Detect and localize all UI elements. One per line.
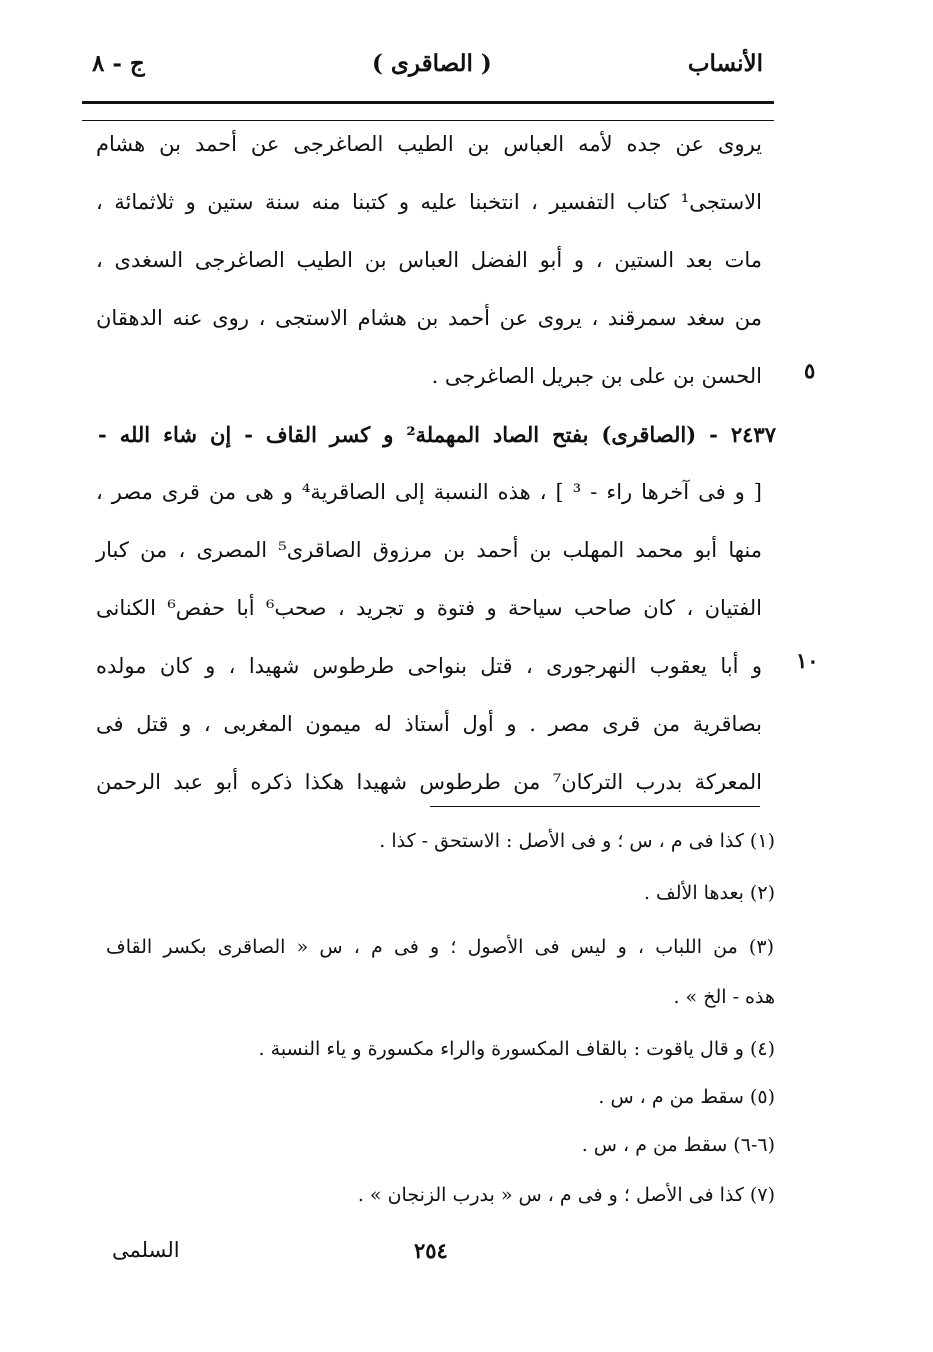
running-title: الأنساب [687, 50, 763, 77]
body-line: [ و فى آخرها راء - ³ ] ، هذه النسبة إلى الصاقرية⁴ و هى من قرى مصر ، [96, 480, 762, 504]
footnote: (٥) سقط من م ، س . [598, 1086, 775, 1108]
header-rule-thin [82, 120, 774, 121]
footnote: (٢) بعدها الألف . [643, 882, 775, 904]
footer-author: السلمى [112, 1238, 180, 1262]
line-number: ١٠ [796, 648, 819, 673]
footnote: (١) كذا فى م ، س ؛ و فى الأصل : الاستحق - كذا . [379, 830, 775, 852]
volume-label: ج - ٨ [92, 50, 145, 77]
footnote: (٤) و قال ياقوت : بالقاف المكسورة والراء مكسورة و ياء النسبة . [258, 1038, 775, 1060]
body-line: من سغد سمرقند ، يروى عن أحمد بن هشام الاستجى ، روى عنه الدهقان [96, 306, 762, 330]
body-line: يروى عن جده لأمه العباس بن الطيب الصاغرجى عن أحمد بن هشام [96, 132, 762, 156]
body-line: مات بعد الستين ، و أبو الفضل العباس بن الطيب الصاغرجى السغدى ، [96, 248, 762, 272]
body-line: بصاقرية من قرى مصر . و أول أستاذ له ميمون المغربى ، و قتل فى [96, 712, 762, 736]
body-line: منها أبو محمد المهلب بن أحمد بن مرزوق الصاقرى⁵ المصرى ، من كبار [96, 538, 762, 562]
body-line: المعركة بدرب التركان⁷ من طرطوس شهيدا هكذا ذكره أبو عبد الرحمن [96, 770, 762, 794]
footnote-rule [430, 806, 760, 807]
entry-line: ٢٤٣٧ - (الصاقرى) بفتح الصاد المهملة² و كسر القاف - إن شاء الله - [98, 422, 776, 447]
body-line: الحسن بن على بن جبريل الصاغرجى . [431, 364, 762, 388]
footnote: (٦-٦) سقط من م ، س . [581, 1134, 775, 1156]
footnote: (٧) كذا فى الأصل ؛ و فى م ، س « بدرب الزنجان » . [357, 1184, 775, 1206]
header-rule-thick [82, 101, 774, 104]
footnote-continuation: هذه - الخ » . [673, 986, 775, 1008]
footnote: (٣) من اللباب ، و ليس فى الأصول ؛ و فى م ، س « الصاقرى بكسر القاف [106, 936, 774, 958]
entry-heading: ( الصاقرى ) [372, 50, 492, 77]
body-line: الاستجى¹ كتاب التفسير ، انتخبنا عليه و كتبنا منه سنة ستين و ثلاثمائة ، [96, 190, 762, 214]
line-number: ٥ [804, 358, 816, 383]
body-line: الفتيان ، كان صاحب سياحة و فتوة و تجريد ، صحب⁶ أبا حفص⁶ الكنانى [96, 596, 762, 620]
body-line: و أبا يعقوب النهرجورى ، قتل بنواحى طرطوس شهيدا ، و كان مولده [96, 654, 762, 678]
page-number: ٢٥٤ [414, 1238, 448, 1263]
